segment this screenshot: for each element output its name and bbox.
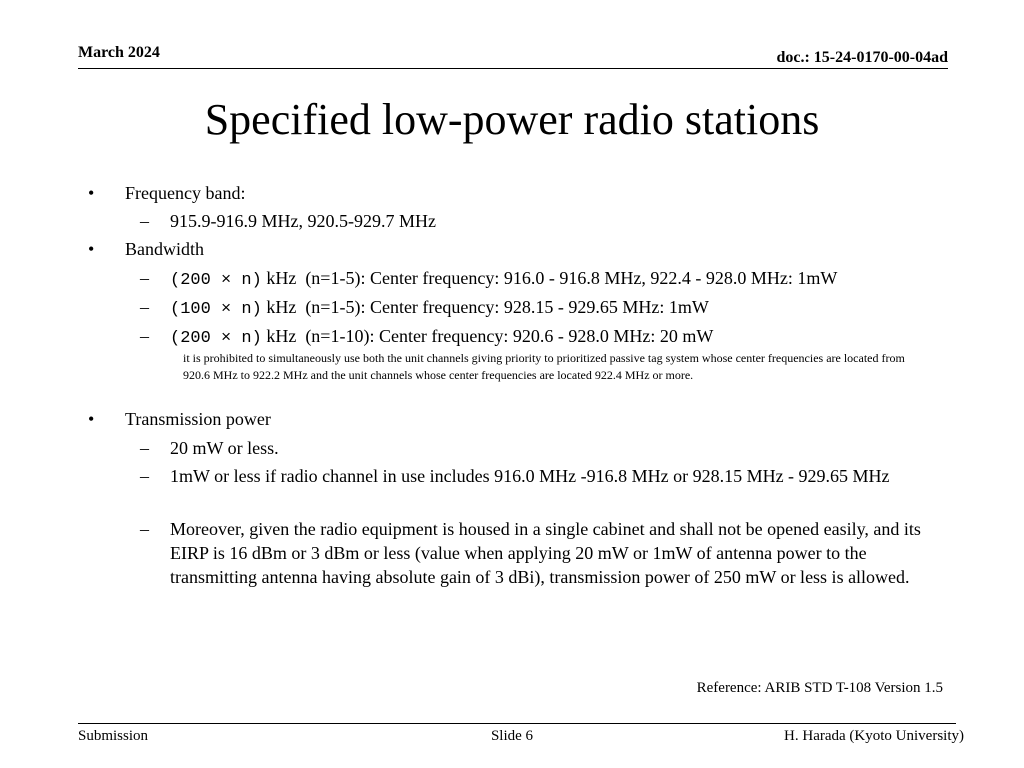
transmission-item: 1mW or less if radio channel in use includes 916.0 MHz -916.8 MHz or 928.15 MHz - 929.65 MHz <box>170 466 890 486</box>
frequency-band-value: 915.9-916.9 MHz, 920.5-929.7 MHz <box>170 211 436 231</box>
bandwidth-note: it is prohibited to simultaneously use both the unit channels giving priority to prioritized passive tag system whose center frequencies are located from 920.6 MHz to 922.2 MHz and the unit channels whose center frequencies are located 922.4 MHz or more. <box>183 351 905 382</box>
bandwidth-detail: kHz (n=1-10): Center frequency: 920.6 - 928.0 MHz: 20 mW <box>261 326 714 346</box>
bullet-icon: • <box>88 183 95 203</box>
dash-icon: – <box>140 466 149 486</box>
footer-submission: Submission <box>78 728 149 744</box>
bandwidth-formula: (200 × n) <box>170 271 262 290</box>
dash-icon: – <box>140 438 149 458</box>
frequency-band-label: Frequency band: <box>125 183 246 203</box>
dash-icon: – <box>140 211 149 231</box>
transmission-item: Moreover, given the radio equipment is housed in a single cabinet and shall not be opened easily, and its EIRP is 16 dBm or 3 dBm or less (value when applying 20 mW or 1mW of antenna power to the transmitting antenna having absolute gain of 3 dBi), transmission power of 250 mW or less is allowed. <box>170 519 921 587</box>
dash-icon: – <box>140 519 149 539</box>
bandwidth-detail: kHz (n=1-5): Center frequency: 928.15 - 929.65 MHz: 1mW <box>261 297 709 317</box>
dash-icon: – <box>140 268 149 288</box>
bandwidth-item <box>170 266 837 293</box>
bandwidth-formula: (200 × n) <box>170 329 262 348</box>
footer-author: H. Harada (Kyoto University) <box>784 728 964 744</box>
bandwidth-formula: (100 × n) <box>170 300 262 319</box>
header-doc-id: doc.: 15-24-0170-00-04ad <box>776 49 948 66</box>
header-date: March 2024 <box>78 44 160 61</box>
bullet-icon: • <box>88 409 95 429</box>
dash-icon: – <box>140 326 149 346</box>
footer-divider <box>78 723 956 724</box>
bandwidth-detail: kHz (n=1-5): Center frequency: 916.0 - 916.8 MHz, 922.4 - 928.0 MHz: 1mW <box>261 268 838 288</box>
bandwidth-item <box>170 324 713 351</box>
transmission-item: 20 mW or less. <box>170 438 279 458</box>
bullet-icon: • <box>88 239 95 259</box>
slide-title: Specified low-power radio stations <box>204 95 820 144</box>
transmission-power-label: Transmission power <box>125 409 271 429</box>
footer-slide-number: Slide 6 <box>490 728 534 744</box>
reference-note: Reference: ARIB STD T-108 Version 1.5 <box>696 680 943 696</box>
bandwidth-label: Bandwidth <box>125 239 204 259</box>
bandwidth-item <box>170 295 709 322</box>
dash-icon: – <box>140 297 149 317</box>
